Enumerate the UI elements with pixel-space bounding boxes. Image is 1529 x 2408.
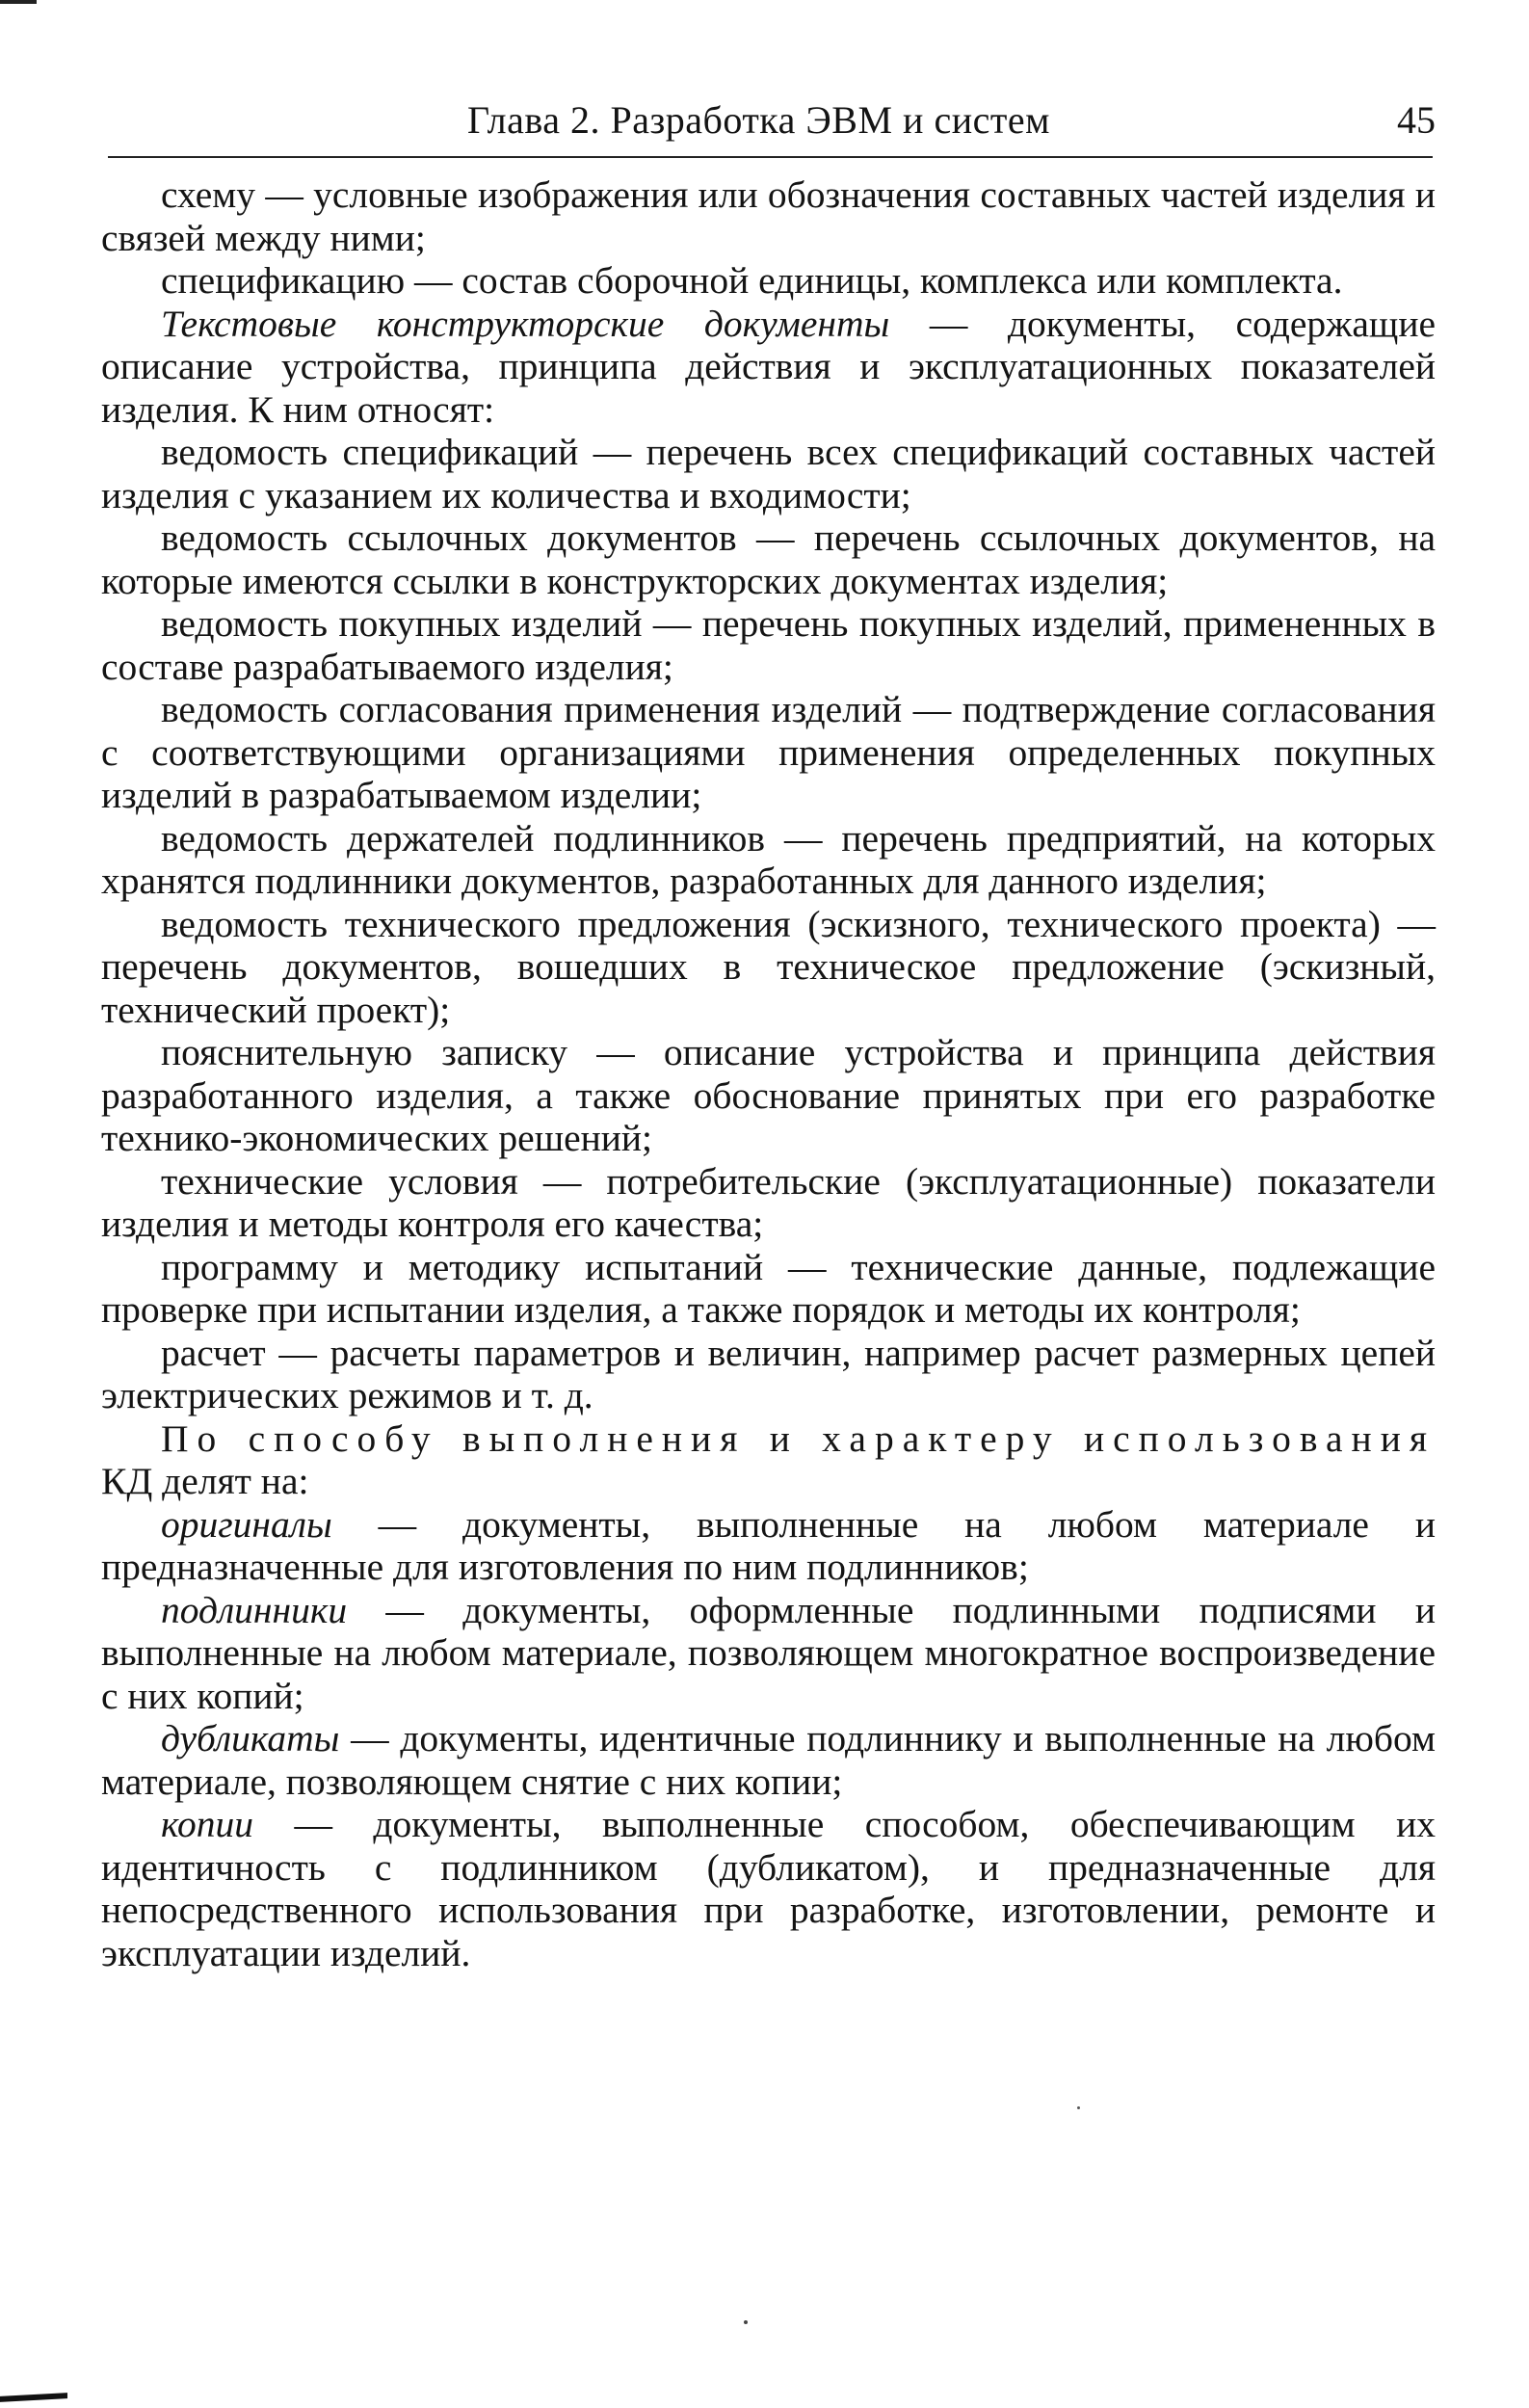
- paragraph: [101, 1717, 1436, 1803]
- term-italic: подлинники: [161, 1588, 348, 1631]
- paragraph: программу и методику испытаний — технические данные, подлежащие проверке при испытании изделия, а также порядок и методы их контроля;: [101, 1245, 1436, 1331]
- paragraph: спецификацию — состав сборочной единицы, комплекса или комплекта.: [161, 259, 1343, 302]
- paragraph: [101, 1803, 1436, 1974]
- paragraph: ведомость покупных изделий — перечень покупных изделий, примененных в составе разрабатываемого изделия;: [101, 602, 1436, 688]
- paragraph: ведомость согласования применения изделий — подтверждение согласования с соответствующими организациями применения определенных покупных изделий в разрабатываемом изделии;: [101, 688, 1436, 816]
- paragraph: пояснительную записку — описание устройства и принципа действия разработанного изделия, а также обоснование принятых при его разработке технико-экономических решений;: [101, 1031, 1436, 1159]
- paragraph-text: — документы, идентичные подлиннику и выполненные на любом материале, позволяющем снятие с них копии;: [101, 1717, 1436, 1803]
- paragraph: ведомость держателей подлинников — перечень предприятий, на которых хранятся подлинники документов, разработанных для данного изделия;: [101, 816, 1436, 902]
- page-number: 45: [1397, 98, 1436, 142]
- paragraph: расчет — расчеты параметров и величин, например расчет размерных цепей электрических режимов и т. д.: [101, 1331, 1436, 1416]
- chapter-title: Глава 2. Разработка ЭВМ и систем: [467, 98, 1050, 142]
- paragraph: схему — условные изображения или обозначения составных частей изделия и связей между ними;: [101, 173, 1436, 259]
- spaced-emphasis: По способу выполнения и характеру использования: [161, 1416, 1436, 1460]
- paragraph-text: КД делят на:: [101, 1460, 309, 1502]
- scan-speck: [1077, 2106, 1080, 2109]
- paragraph: [101, 303, 1436, 432]
- paragraph: технические условия — потребительские (эксплуатационные) показатели изделия и методы контроля его качества;: [101, 1159, 1436, 1245]
- paragraph: ведомость технического предложения (эскизного, технического проекта) — перечень документов, вошедших в техническое предложение (эскизный, технический проект);: [101, 902, 1436, 1031]
- paragraph-text: — документы, выполненные способом, обеспечивающим их идентичность с подлинником (дубликатом), и предназначенные для непосредственного использования при разработке, изготовлении, ремонте и эксплуатации изделий.: [101, 1803, 1436, 1974]
- paragraph: [101, 1503, 1436, 1589]
- paragraph: [101, 1417, 1436, 1503]
- scan-artifact-corner: [0, 2393, 67, 2402]
- header-rule: [108, 156, 1433, 158]
- term-italic: Текстовые конструкторские документы: [161, 302, 890, 345]
- scan-speck: [744, 2320, 748, 2324]
- term-italic: дубликаты: [161, 1717, 340, 1760]
- paragraph: [101, 1589, 1436, 1718]
- paragraph-text: — документы, содержащие описание устройства, принципа действия и эксплуатационных показателей изделия. К ним относят:: [101, 302, 1437, 431]
- body-text: [101, 173, 1436, 1974]
- paragraph: ведомость ссылочных документов — перечень ссылочных документов, на которые имеются ссылки в конструкторских документах изделия;: [101, 516, 1436, 602]
- paragraph: ведомость спецификаций — перечень всех спецификаций составных частей изделия с указанием их количества и входимости;: [101, 431, 1436, 516]
- paragraph-text: — документы, оформленные подлинными подписями и выполненные на любом материале, позволяющем многократное воспроизведение с них копий;: [101, 1588, 1436, 1717]
- term-italic: оригиналы: [161, 1502, 332, 1546]
- term-italic: копии: [161, 1803, 253, 1845]
- scan-artifact-top: [0, 0, 37, 4]
- paragraph-text: — документы, выполненные на любом материале и предназначенные для изготовления по ним подлинников;: [101, 1502, 1436, 1588]
